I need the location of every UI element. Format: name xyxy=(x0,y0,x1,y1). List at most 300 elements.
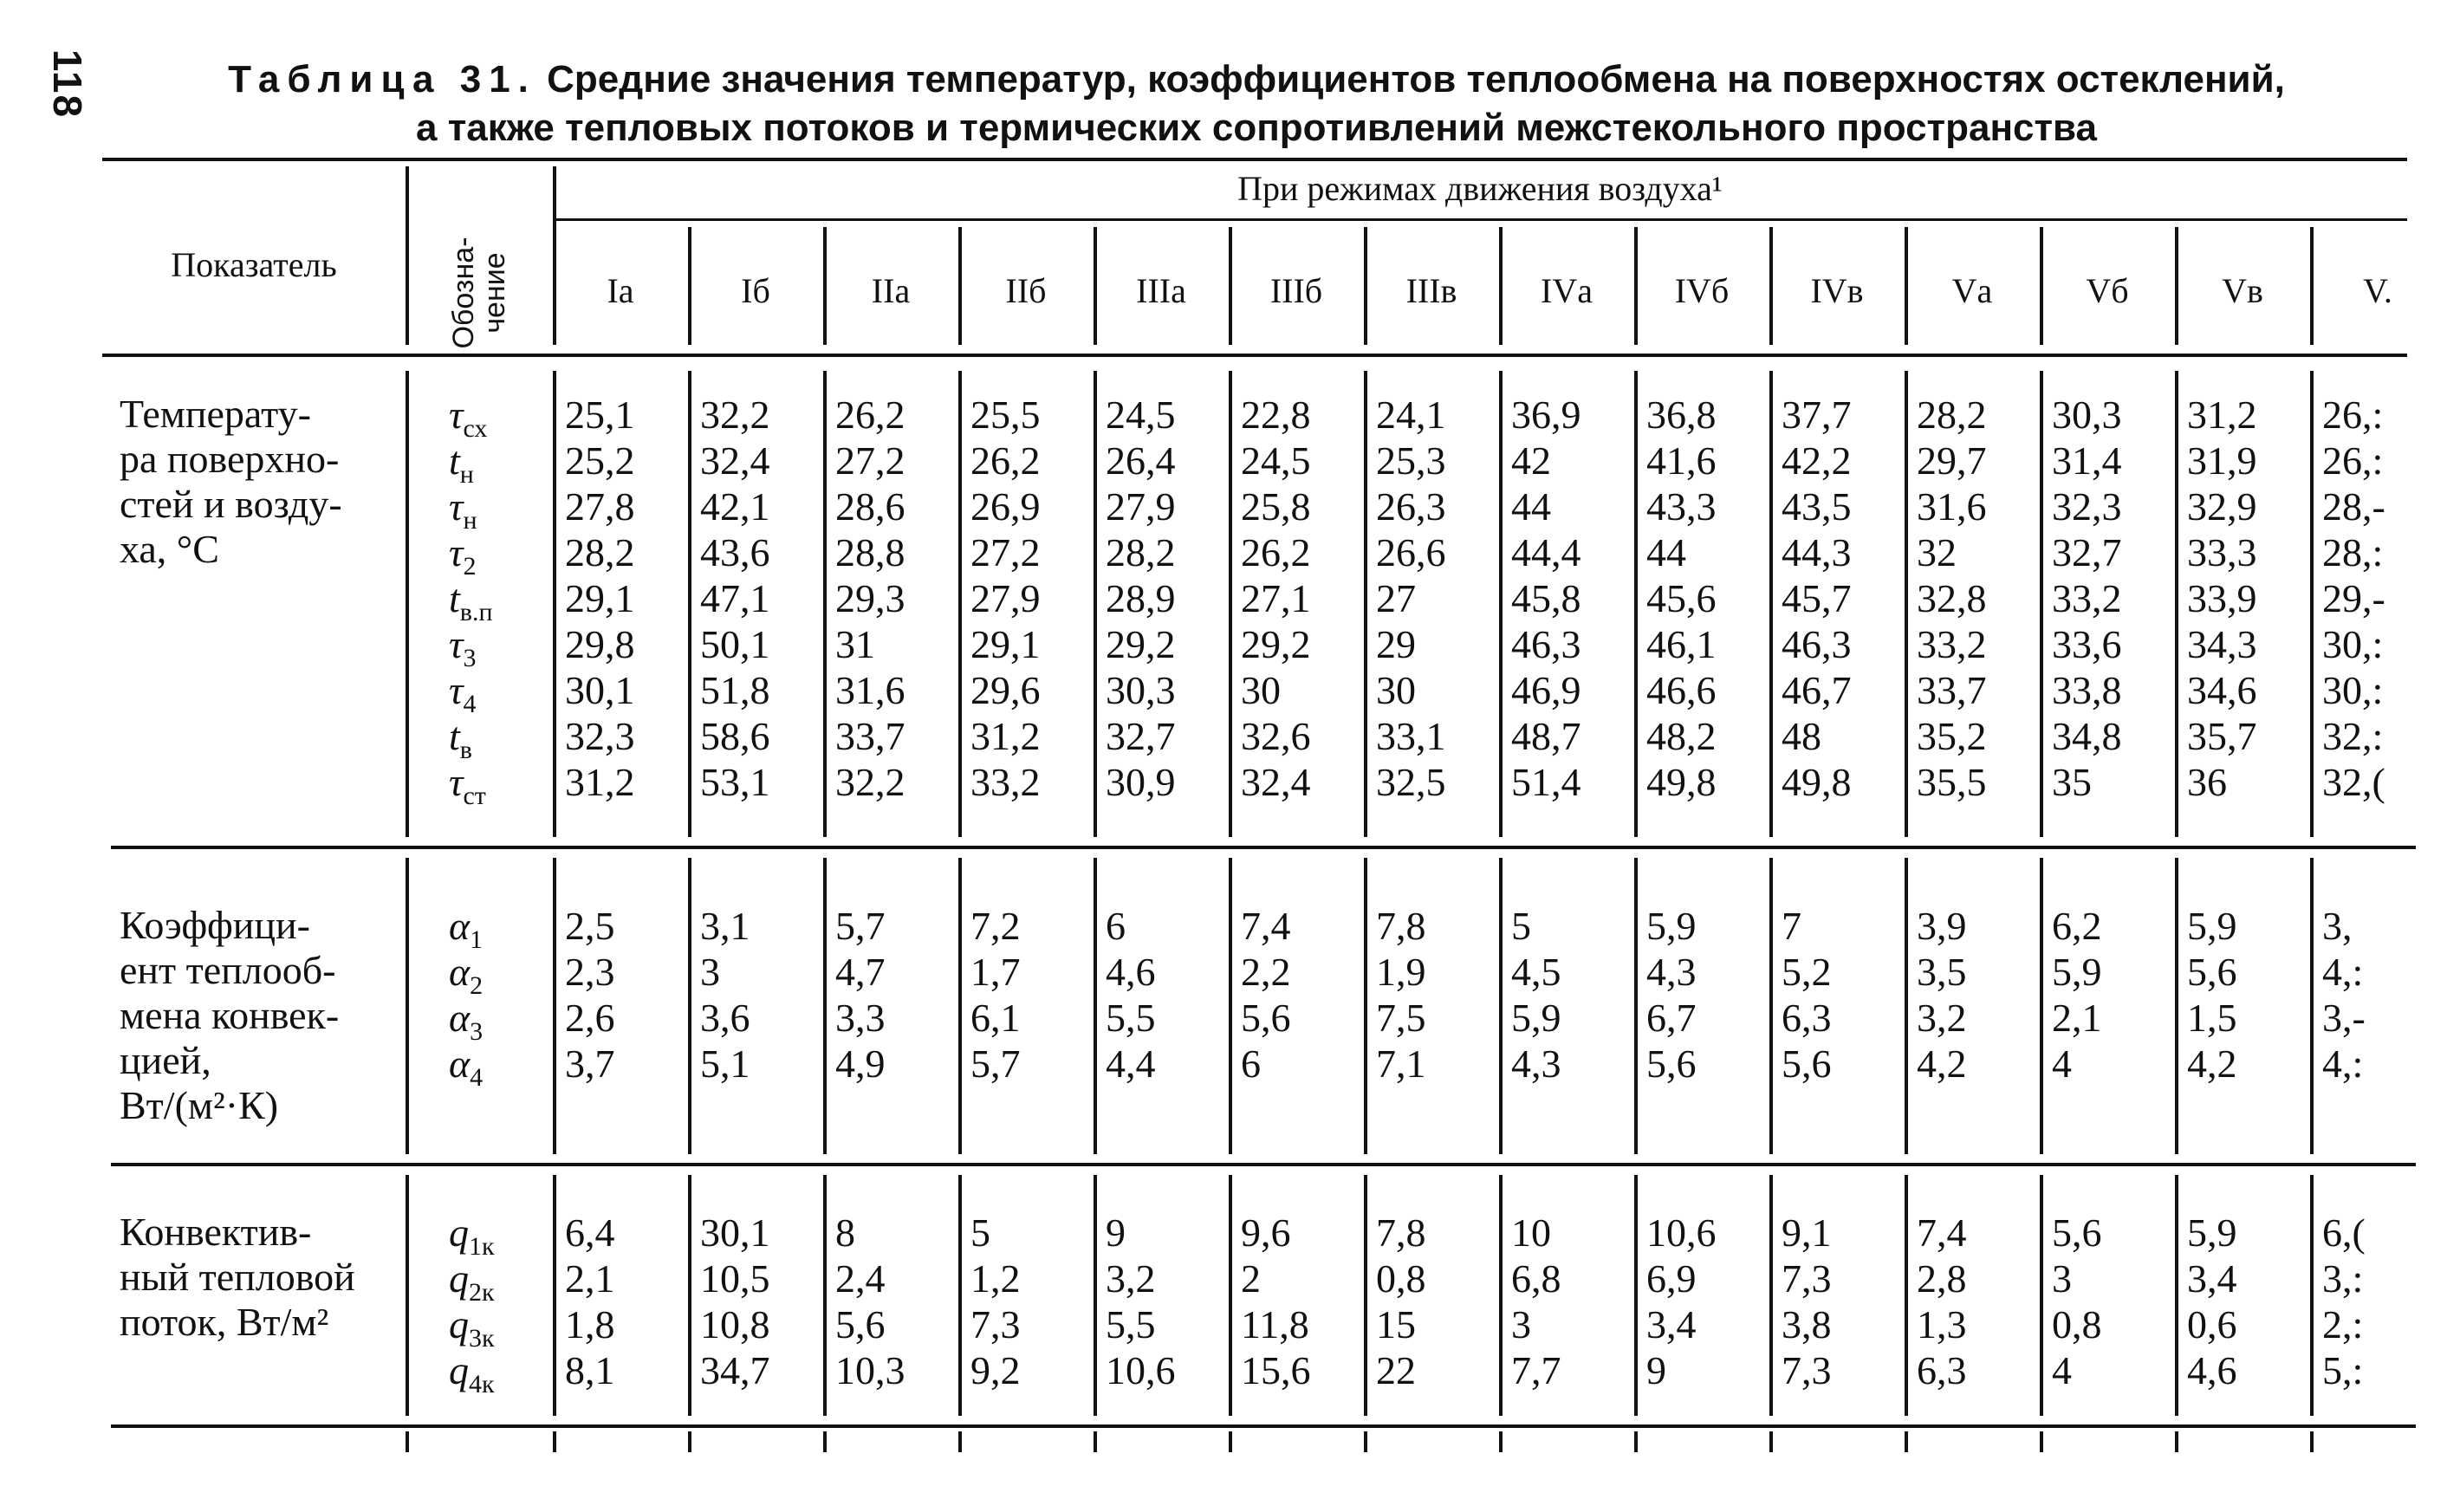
table-cell: 5,9 xyxy=(2187,904,2237,948)
table-cell: 32,5 xyxy=(1376,760,1446,804)
table-cell: 6 xyxy=(1241,1042,1261,1086)
table-cell: 1,3 xyxy=(1917,1302,1967,1347)
table-cell: 9,6 xyxy=(1241,1210,1291,1255)
data-table xyxy=(102,158,2407,1431)
table-cell: 3,3 xyxy=(835,996,886,1040)
table-cell: 6,2 xyxy=(2052,904,2102,948)
values-col-12 xyxy=(2052,392,2175,805)
table-cell: 2,: xyxy=(2322,1302,2364,1347)
table-cell: 10 xyxy=(1511,1210,1551,1255)
table-cell: 7,5 xyxy=(1376,996,1426,1040)
values-col-9 xyxy=(1646,1210,1769,1393)
values-col-5 xyxy=(1106,392,1229,805)
header-regime-6: IIIб xyxy=(1269,271,1323,310)
table-cell: 34,7 xyxy=(700,1348,770,1392)
table-cell: 6,8 xyxy=(1511,1256,1561,1301)
table-cell: 3, xyxy=(2322,904,2353,948)
table-cell: 5,5 xyxy=(1106,1302,1156,1347)
table-caption xyxy=(113,55,2400,152)
table-cell: 26,2 xyxy=(1241,530,1311,574)
values-col-1 xyxy=(565,392,688,805)
values-col-4 xyxy=(970,903,1094,1087)
values-col-8 xyxy=(1511,392,1634,805)
values-col-14 xyxy=(2322,903,2445,1087)
values-col-3 xyxy=(835,1210,958,1393)
table-cell: 31,6 xyxy=(835,668,905,712)
column-divider xyxy=(1094,1175,1097,1416)
table-cell: 31,2 xyxy=(970,714,1041,758)
table-cell: 6,7 xyxy=(1646,996,1697,1040)
header-regime-12: Vб xyxy=(2086,271,2129,310)
table-cell: 45,7 xyxy=(1782,576,1852,620)
table-cell: 9,2 xyxy=(970,1348,1021,1392)
column-divider xyxy=(1229,371,1232,837)
values-col-10 xyxy=(1782,903,1905,1087)
table-cell: 6,( xyxy=(2322,1210,2366,1255)
page-number: 118 xyxy=(45,49,91,120)
table-cell: 4,6 xyxy=(1106,950,1156,994)
table-cell: 44,4 xyxy=(1511,530,1581,574)
table-cell: 5,: xyxy=(2322,1348,2364,1392)
column-divider xyxy=(2040,1175,2043,1416)
rule-top xyxy=(102,158,2407,161)
column-divider xyxy=(2310,371,2314,837)
table-cell: 41,6 xyxy=(1646,438,1717,483)
table-cell: 42 xyxy=(1511,438,1551,483)
column-divider xyxy=(2175,858,2178,1154)
column-divider xyxy=(1364,371,1367,837)
column-divider xyxy=(1364,1175,1367,1416)
symbol: $t_в$ xyxy=(449,714,472,765)
table-cell: 26,2 xyxy=(835,393,905,437)
column-divider xyxy=(406,371,409,837)
column-tick xyxy=(823,1431,827,1452)
values-col-9 xyxy=(1646,903,1769,1087)
section-indicator-1: Температу- ра поверхно- стей и возду- ха, °С xyxy=(120,392,342,571)
values-col-13 xyxy=(2187,392,2310,805)
table-cell: 10,6 xyxy=(1646,1210,1717,1255)
column-divider xyxy=(1905,1175,1908,1416)
values-col-5 xyxy=(1106,903,1229,1087)
table-cell: 5,6 xyxy=(1782,1042,1832,1086)
table-cell: 4,3 xyxy=(1646,950,1697,994)
values-col-12 xyxy=(2052,903,2175,1087)
table-cell: 30,1 xyxy=(700,1210,770,1255)
table-cell: 7,3 xyxy=(970,1302,1021,1347)
values-col-7 xyxy=(1376,1210,1499,1393)
values-col-8 xyxy=(1511,903,1634,1087)
table-cell: 49,8 xyxy=(1782,760,1852,804)
symbol: $\tau_н$ xyxy=(449,484,477,535)
values-col-14 xyxy=(2322,1210,2445,1393)
table-cell: 31,2 xyxy=(565,760,635,804)
table-cell: 10,6 xyxy=(1106,1348,1176,1392)
table-cell: 29 xyxy=(1376,622,1416,666)
table-cell: 30,9 xyxy=(1106,760,1176,804)
table-cell: 29,3 xyxy=(835,576,905,620)
column-tick xyxy=(2040,1431,2043,1452)
table-cell: 26,: xyxy=(2322,438,2384,483)
table-cell: 35 xyxy=(2052,760,2092,804)
table-cell: 36,8 xyxy=(1646,393,1717,437)
table-cell: 27 xyxy=(1376,576,1416,620)
table-cell: 34,8 xyxy=(2052,714,2122,758)
column-tick xyxy=(553,1431,556,1452)
table-cell: 26,6 xyxy=(1376,530,1446,574)
column-divider xyxy=(1634,1175,1638,1416)
table-cell: 29,2 xyxy=(1106,622,1176,666)
table-cell: 34,6 xyxy=(2187,668,2257,712)
table-cell: 28,8 xyxy=(835,530,905,574)
table-cell: 48,7 xyxy=(1511,714,1581,758)
column-divider xyxy=(1905,858,1908,1154)
table-cell: 2,4 xyxy=(835,1256,886,1301)
table-cell: 5,6 xyxy=(1646,1042,1697,1086)
table-cell: 27,2 xyxy=(970,530,1041,574)
table-cell: 28,2 xyxy=(1917,393,1987,437)
table-cell: 27,9 xyxy=(1106,484,1176,529)
table-cell: 33,3 xyxy=(2187,530,2257,574)
table-cell: 44,3 xyxy=(1782,530,1852,574)
table-cell: 43,3 xyxy=(1646,484,1717,529)
table-cell: 32,4 xyxy=(1241,760,1311,804)
table-cell: 3,: xyxy=(2322,1256,2364,1301)
table-cell: 26,: xyxy=(2322,393,2384,437)
values-col-11 xyxy=(1917,392,2040,805)
column-divider xyxy=(406,858,409,1154)
symbol: $q_{1к}$ xyxy=(449,1210,495,1262)
values-col-5 xyxy=(1106,1210,1229,1393)
rule-regimes xyxy=(553,218,2407,221)
table-cell: 5,2 xyxy=(1782,950,1832,994)
table-cell: 4 xyxy=(2052,1348,2072,1392)
table-cell: 4,7 xyxy=(835,950,886,994)
symbol: $q_{2к}$ xyxy=(449,1256,495,1308)
table-cell: 7 xyxy=(1782,904,1801,948)
column-divider xyxy=(553,371,556,837)
table-cell: 3,1 xyxy=(700,904,750,948)
table-cell: 33,1 xyxy=(1376,714,1446,758)
table-cell: 7,4 xyxy=(1241,904,1291,948)
symbol: $\tau_{сх}$ xyxy=(449,393,488,444)
symbol: $\alpha_3$ xyxy=(449,996,484,1047)
column-divider xyxy=(823,858,827,1154)
table-cell: 5 xyxy=(1511,904,1531,948)
table-cell: 28,- xyxy=(2322,484,2385,529)
values-col-6 xyxy=(1241,903,1364,1087)
values-col-4 xyxy=(970,1210,1094,1393)
header-regime-7: IIIв xyxy=(1405,271,1457,310)
column-tick xyxy=(1634,1431,1638,1452)
table-cell: 4,4 xyxy=(1106,1042,1156,1086)
table-cell: 15 xyxy=(1376,1302,1416,1347)
table-cell: 31,4 xyxy=(2052,438,2122,483)
table-cell: 22 xyxy=(1376,1348,1416,1392)
table-cell: 25,2 xyxy=(565,438,635,483)
header-regime-13: Vв xyxy=(2222,271,2263,310)
table-cell: 2,1 xyxy=(565,1256,615,1301)
table-cell: 46,9 xyxy=(1511,668,1581,712)
table-cell: 5,6 xyxy=(2052,1210,2102,1255)
table-cell: 24,1 xyxy=(1376,393,1446,437)
table-cell: 33,9 xyxy=(2187,576,2257,620)
table-cell: 45,8 xyxy=(1511,576,1581,620)
table-cell: 29,2 xyxy=(1241,622,1311,666)
table-cell: 53,1 xyxy=(700,760,770,804)
table-cell: 5,6 xyxy=(2187,950,2237,994)
values-col-13 xyxy=(2187,1210,2310,1393)
table-cell: 32,( xyxy=(2322,760,2385,804)
table-cell: 33,2 xyxy=(2052,576,2122,620)
values-col-9 xyxy=(1646,392,1769,805)
table-cell: 7,8 xyxy=(1376,1210,1426,1255)
column-divider xyxy=(406,166,409,345)
table-cell: 30 xyxy=(1376,668,1416,712)
header-regime-2: Iб xyxy=(741,271,770,310)
table-cell: 2,2 xyxy=(1241,950,1291,994)
table-cell: 46,3 xyxy=(1511,622,1581,666)
table-cell: 31,2 xyxy=(2187,393,2257,437)
table-cell: 30,: xyxy=(2322,668,2384,712)
column-divider xyxy=(1499,858,1503,1154)
table-cell: 28,6 xyxy=(835,484,905,529)
values-col-14 xyxy=(2322,392,2445,805)
symbol: $t_н$ xyxy=(449,438,474,490)
table-cell: 3 xyxy=(2052,1256,2072,1301)
table-cell: 4,5 xyxy=(1511,950,1561,994)
table-cell: 33,7 xyxy=(1917,668,1987,712)
values-col-10 xyxy=(1782,1210,1905,1393)
values-col-7 xyxy=(1376,392,1499,805)
table-cell: 27,2 xyxy=(835,438,905,483)
table-cell: 48 xyxy=(1782,714,1821,758)
values-col-8 xyxy=(1511,1210,1634,1393)
table-cell: 4 xyxy=(2052,1042,2072,1086)
table-cell: 24,5 xyxy=(1241,438,1311,483)
section-symbols-2 xyxy=(449,903,553,1093)
caption-text-1: Средние значения температур, коэффициентов теплообмена на поверхностях остеклений, xyxy=(547,58,2285,101)
table-cell: 8 xyxy=(835,1210,855,1255)
table-cell: 10,3 xyxy=(835,1348,905,1392)
table-cell: 50,1 xyxy=(700,622,770,666)
table-cell: 32,9 xyxy=(2187,484,2257,529)
table-cell: 29,6 xyxy=(970,668,1041,712)
table-cell: 5,1 xyxy=(700,1042,750,1086)
section-indicator-3: Конвектив- ный тепловой поток, Вт/м² xyxy=(120,1210,355,1344)
table-cell: 28,9 xyxy=(1106,576,1176,620)
symbol: $q_{3к}$ xyxy=(449,1302,495,1353)
table-cell: 3,9 xyxy=(1917,904,1967,948)
table-cell: 4,3 xyxy=(1511,1042,1561,1086)
table-cell: 29,1 xyxy=(970,622,1041,666)
table-cell: 1,5 xyxy=(2187,996,2237,1040)
table-cell: 0,8 xyxy=(2052,1302,2102,1347)
header-designation: Обозна- чение xyxy=(447,237,511,349)
table-cell: 3,7 xyxy=(565,1042,615,1086)
table-cell: 26,4 xyxy=(1106,438,1176,483)
table-cell: 28,2 xyxy=(565,530,635,574)
column-divider xyxy=(553,1175,556,1416)
values-col-1 xyxy=(565,1210,688,1393)
symbol: $\tau_3$ xyxy=(449,622,477,673)
table-cell: 26,3 xyxy=(1376,484,1446,529)
table-cell: 6,3 xyxy=(1917,1348,1967,1392)
table-cell: 25,3 xyxy=(1376,438,1446,483)
table-cell: 4,6 xyxy=(2187,1348,2237,1392)
table-cell: 47,1 xyxy=(700,576,770,620)
column-tick xyxy=(406,1431,409,1452)
column-divider xyxy=(1364,858,1367,1154)
table-cell: 27,8 xyxy=(565,484,635,529)
column-divider xyxy=(2175,1175,2178,1416)
table-cell: 5,9 xyxy=(2187,1210,2237,1255)
table-cell: 42,1 xyxy=(700,484,770,529)
table-cell: 3,2 xyxy=(1106,1256,1156,1301)
column-divider xyxy=(688,1175,691,1416)
table-cell: 3,6 xyxy=(700,996,750,1040)
table-cell: 30,1 xyxy=(565,668,635,712)
rule-bottom xyxy=(111,1424,2416,1428)
section-symbols-3 xyxy=(449,1210,553,1399)
column-tick xyxy=(1229,1431,1232,1452)
header-regime-5: IIIа xyxy=(1136,271,1186,310)
table-cell: 25,5 xyxy=(970,393,1041,437)
table-cell: 6,9 xyxy=(1646,1256,1697,1301)
table-cell: 31,6 xyxy=(1917,484,1987,529)
table-cell: 30,: xyxy=(2322,622,2384,666)
symbol: $\tau_2$ xyxy=(449,530,477,581)
table-cell: 33,2 xyxy=(970,760,1041,804)
table-cell: 1,2 xyxy=(970,1256,1021,1301)
table-cell: 10,5 xyxy=(700,1256,770,1301)
table-cell: 46,1 xyxy=(1646,622,1717,666)
table-cell: 36 xyxy=(2187,760,2227,804)
table-cell: 0,6 xyxy=(2187,1302,2237,1347)
table-cell: 11,8 xyxy=(1241,1302,1309,1347)
table-cell: 35,2 xyxy=(1917,714,1987,758)
table-cell: 32,7 xyxy=(2052,530,2122,574)
table-cell: 33,8 xyxy=(2052,668,2122,712)
column-divider xyxy=(958,1175,962,1416)
table-cell: 36,9 xyxy=(1511,393,1581,437)
table-cell: 8,1 xyxy=(565,1348,615,1392)
column-divider xyxy=(2040,371,2043,837)
header-regime-4: IIб xyxy=(1005,271,1047,310)
table-cell: 46,7 xyxy=(1782,668,1852,712)
column-divider xyxy=(2175,371,2178,837)
symbol: $\alpha_2$ xyxy=(449,950,484,1001)
table-cell: 25,1 xyxy=(565,393,635,437)
table-cell: 30,3 xyxy=(2052,393,2122,437)
column-divider xyxy=(1634,858,1638,1154)
column-divider xyxy=(1499,371,1503,837)
header-regime-3: IIа xyxy=(871,271,911,310)
table-cell: 4,: xyxy=(2322,1042,2364,1086)
table-cell: 31 xyxy=(835,622,875,666)
section-symbols-1 xyxy=(449,392,553,811)
column-divider xyxy=(1769,371,1773,837)
table-cell: 32,2 xyxy=(835,760,905,804)
column-divider xyxy=(2310,1175,2314,1416)
table-cell: 5,5 xyxy=(1106,996,1156,1040)
table-cell: 44 xyxy=(1511,484,1551,529)
table-cell: 7,8 xyxy=(1376,904,1426,948)
table-cell: 32,8 xyxy=(1917,576,1987,620)
column-tick xyxy=(688,1431,691,1452)
values-col-13 xyxy=(2187,903,2310,1087)
table-cell: 4,2 xyxy=(1917,1042,1967,1086)
table-cell: 32,4 xyxy=(700,438,770,483)
table-cell: 30 xyxy=(1241,668,1281,712)
caption-lead: Таблица 31. xyxy=(228,58,536,101)
table-cell: 26,2 xyxy=(970,438,1041,483)
header-regime-11: Vа xyxy=(1951,271,1993,310)
values-col-12 xyxy=(2052,1210,2175,1393)
column-divider xyxy=(1769,858,1773,1154)
table-cell: 3,5 xyxy=(1917,950,1967,994)
values-col-7 xyxy=(1376,903,1499,1087)
symbol: $\tau_4$ xyxy=(449,668,477,719)
table-cell: 46,6 xyxy=(1646,668,1717,712)
column-divider xyxy=(553,858,556,1154)
header-regime-14: V. xyxy=(2363,271,2392,310)
table-cell: 7,7 xyxy=(1511,1348,1561,1392)
table-cell: 33,6 xyxy=(2052,622,2122,666)
values-col-2 xyxy=(700,1210,823,1393)
values-col-11 xyxy=(1917,1210,2040,1393)
section-indicator-2: Коэффици- ент теплооб- мена конвек- цией, Вт/(м²·К) xyxy=(120,903,340,1127)
table-cell: 6,3 xyxy=(1782,996,1832,1040)
table-cell: 25,8 xyxy=(1241,484,1311,529)
values-col-2 xyxy=(700,392,823,805)
table-cell: 2,6 xyxy=(565,996,615,1040)
values-col-6 xyxy=(1241,1210,1364,1393)
table-cell: 0,8 xyxy=(1376,1256,1426,1301)
table-cell: 27,9 xyxy=(970,576,1041,620)
table-cell: 1,9 xyxy=(1376,950,1426,994)
column-divider xyxy=(1094,371,1097,837)
rule-section-1 xyxy=(111,846,2416,849)
table-cell: 5,9 xyxy=(1646,904,1697,948)
table-cell: 2 xyxy=(1241,1256,1261,1301)
table-cell: 32,3 xyxy=(565,714,635,758)
table-cell: 42,2 xyxy=(1782,438,1852,483)
table-cell: 22,8 xyxy=(1241,393,1311,437)
table-cell: 7,3 xyxy=(1782,1256,1832,1301)
column-divider xyxy=(1229,1175,1232,1416)
table-cell: 4,: xyxy=(2322,950,2364,994)
table-cell: 5,7 xyxy=(835,904,886,948)
header-regimes-group: При режимах движения воздуха¹ xyxy=(1237,169,1723,208)
table-cell: 43,6 xyxy=(700,530,770,574)
table-cell: 26,9 xyxy=(970,484,1041,529)
column-divider xyxy=(688,371,691,837)
table-cell: 4,9 xyxy=(835,1042,886,1086)
table-cell: 3,8 xyxy=(1782,1302,1832,1347)
column-divider xyxy=(1905,371,1908,837)
table-cell: 29,7 xyxy=(1917,438,1987,483)
column-divider xyxy=(1769,1175,1773,1416)
table-cell: 33,2 xyxy=(1917,622,1987,666)
symbol: $\alpha_1$ xyxy=(449,904,484,955)
table-cell: 1,7 xyxy=(970,950,1021,994)
table-cell: 4,2 xyxy=(2187,1042,2237,1086)
header-regime-10: IVв xyxy=(1810,271,1864,310)
table-cell: 29,- xyxy=(2322,576,2385,620)
table-cell: 6 xyxy=(1106,904,1126,948)
table-cell: 43,5 xyxy=(1782,484,1852,529)
table-cell: 29,1 xyxy=(565,576,635,620)
